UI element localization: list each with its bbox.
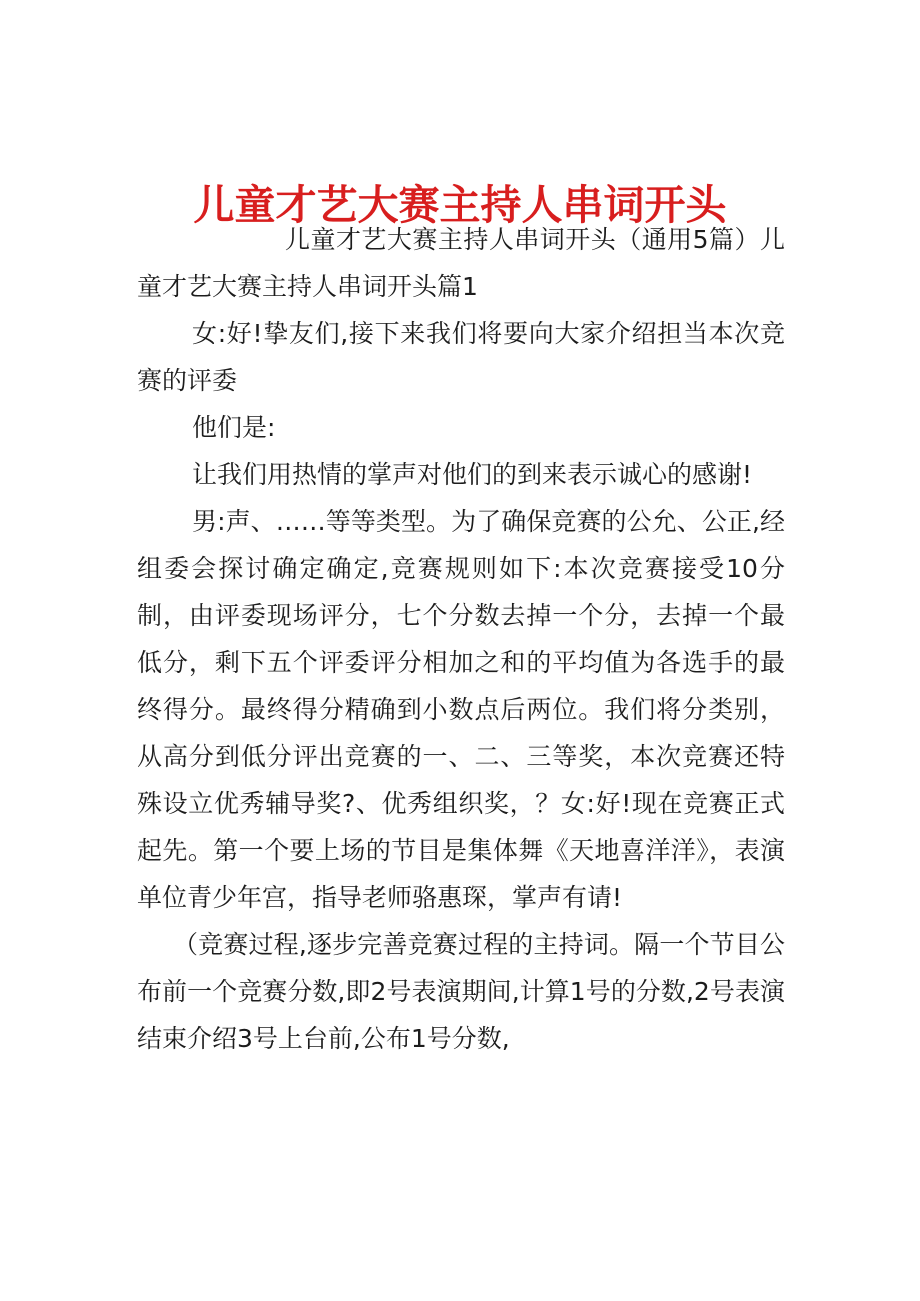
rules-paragraph: 男:声、……等等类型。为了确保竞赛的公允、公正,经组委会探讨确定确定,竞赛规则如下:本次竞赛接受10分制，由评委现场评分，七个分数去掉一个分，去掉一个最低分，剩下五个评委评分相加之和的平均值为各选手的最终得分。最终得分精确到小数点后两位。我们将分类别，从高分到低分评出竞赛的一、二、三等奖，本次竞赛还特殊设立优秀辅导奖?、优秀组织奖，？女:好!现在竞赛正式起先。第一个要上场的节目是集体舞《天地喜洋洋》，表演单位青少年宫，指导老师骆惠琛，掌声有请! — [137, 507, 785, 912]
judges-intro-paragraph: 他们是: — [192, 413, 276, 442]
applause-paragraph: 让我们用热情的掌声对他们的到来表示诚心的感谢! — [192, 460, 753, 489]
female-host-paragraph: 女:好!挚友们,接下来我们将要向大家介绍担当本次竞赛的评委 — [137, 319, 785, 395]
document-body — [137, 216, 785, 1062]
document-title: 儿童才艺大赛主持人串词开头 — [193, 181, 727, 230]
process-note-paragraph: （竞赛过程,逐步完善竞赛过程的主持词。隔一个节目公布前一个竞赛分数,即2号表演期间,计算1号的分数,2号表演结束介绍3号上台前,公布1号分数, — [137, 930, 785, 1053]
intro-paragraph: 儿童才艺大赛主持人串词开头（通用5篇）儿童才艺大赛主持人串词开头篇1 — [137, 225, 785, 301]
